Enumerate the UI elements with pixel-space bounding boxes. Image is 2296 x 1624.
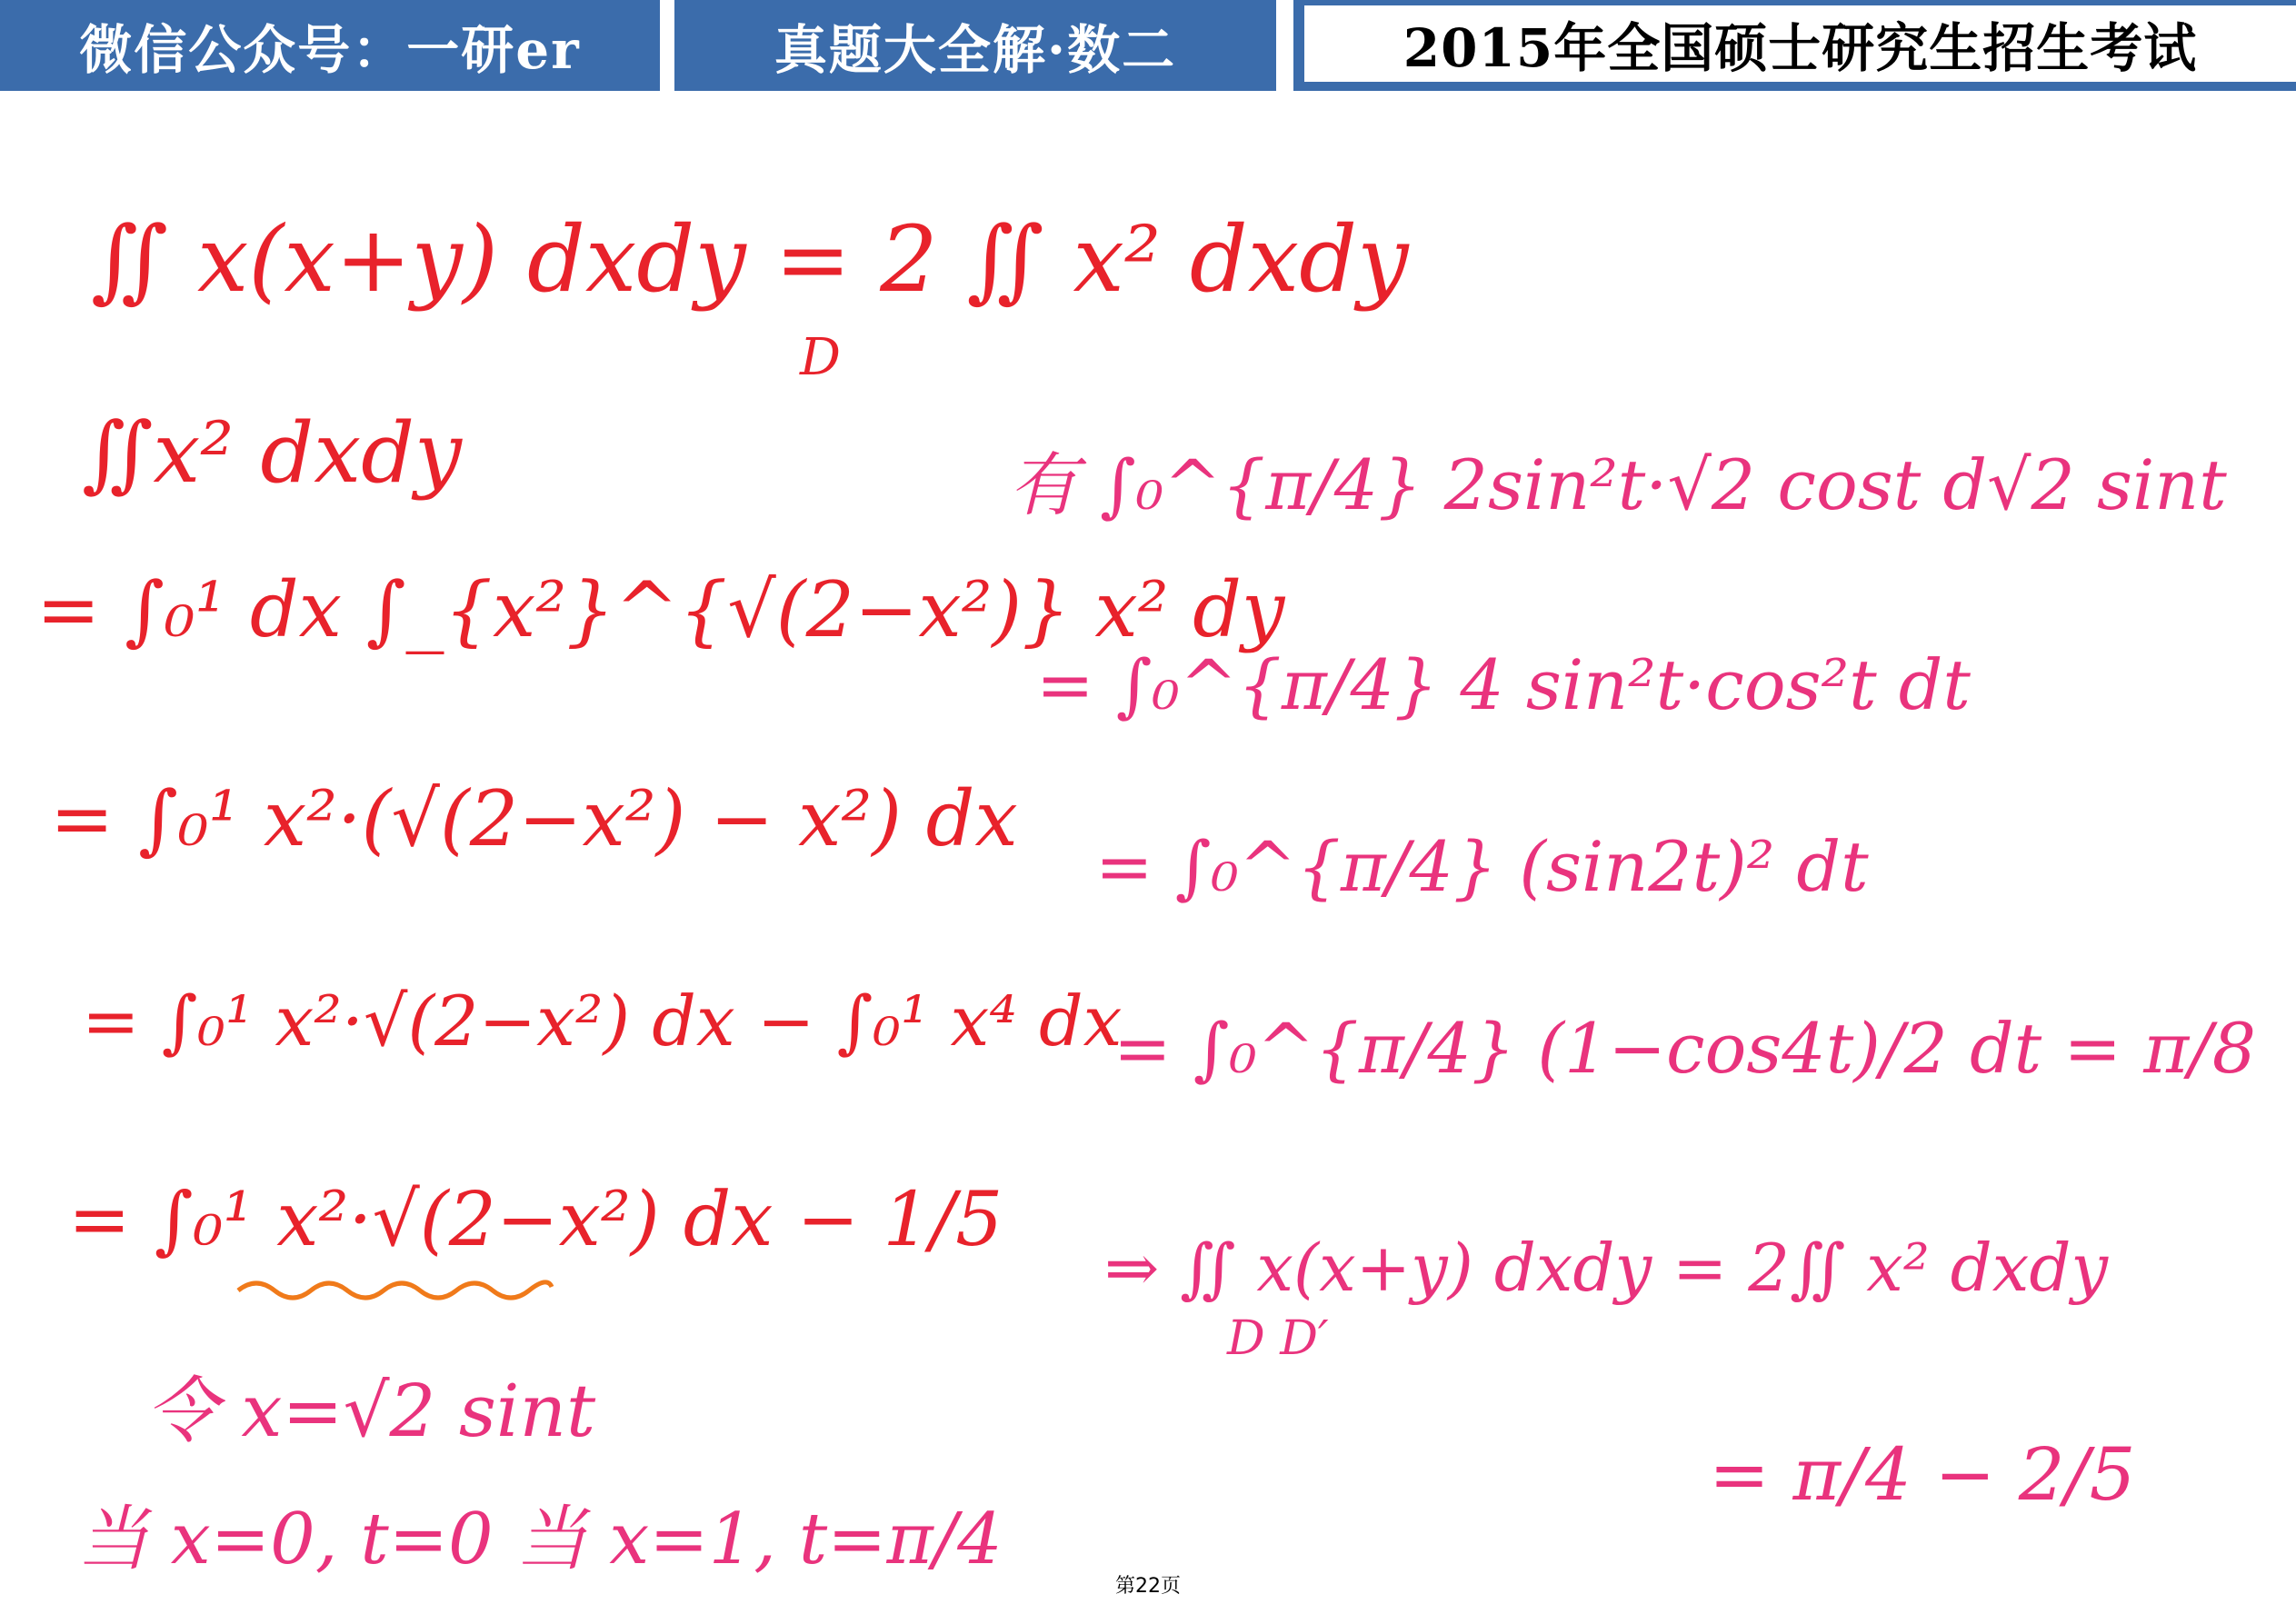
- eq-right-line-2: = ∫₀^{π/4} 4 sin²t·cos²t dt: [1036, 644, 1971, 725]
- eq-right-line-1: 有 ∫₀^{π/4} 2sin²t·√2 cost d√2 sint: [1009, 444, 2227, 525]
- eq-right-domain-labels: D D′: [1227, 1311, 1329, 1366]
- header-wechat-text: 微信公众号：一研er: [79, 19, 581, 81]
- eq-left-line-5: = ∫₀¹ x²·√(2−x²) dx − ∫₀¹ x⁴ dx: [82, 981, 1123, 1061]
- substitution-line-1: 令 x=√2 sint: [145, 1369, 596, 1453]
- eq-left-domain-label: D: [800, 328, 841, 387]
- page-number: 第22页: [1115, 1575, 1181, 1598]
- eq-right-line-4: = ∫₀^{π/4} (1−cos4t)/2 dt = π/8: [1113, 1008, 2257, 1089]
- substitution-line-2: 当 x=0, t=0 当 x=1, t=π/4: [77, 1499, 1003, 1580]
- eq-right-line-3: = ∫₀^{π/4} (sin2t)² dt: [1095, 826, 1869, 907]
- eq-left-line-2: ∬x² dxdy: [82, 404, 462, 502]
- eq-left-line-1: ∬ x(x+y) dxdy = 2 ∬ x² dxdy: [91, 206, 1409, 313]
- eq-right-line-7: = π/4 − 2/5: [1709, 1432, 2136, 1517]
- eq-left-line-6: = ∫₀¹ x²·√(2−x²) dx − 1/5: [68, 1177, 1003, 1263]
- header-exam-text: 2015年全国硕士研究生招生考试: [1403, 17, 2198, 79]
- wavy-underline-mark: [238, 1282, 552, 1298]
- eq-left-line-3: = ∫₀¹ dx ∫_{x²}^{√(2−x²)} x² dy: [36, 565, 1285, 654]
- eq-left-line-4: = ∫₀¹ x²·(√(2−x²) − x²) dx: [50, 774, 1018, 863]
- header-book-text: 真题大全解·数二: [774, 19, 1177, 81]
- eq-right-line-5: ⇒ ∬ x(x+y) dxdy = 2∬ x² dxdy: [1104, 1230, 2109, 1306]
